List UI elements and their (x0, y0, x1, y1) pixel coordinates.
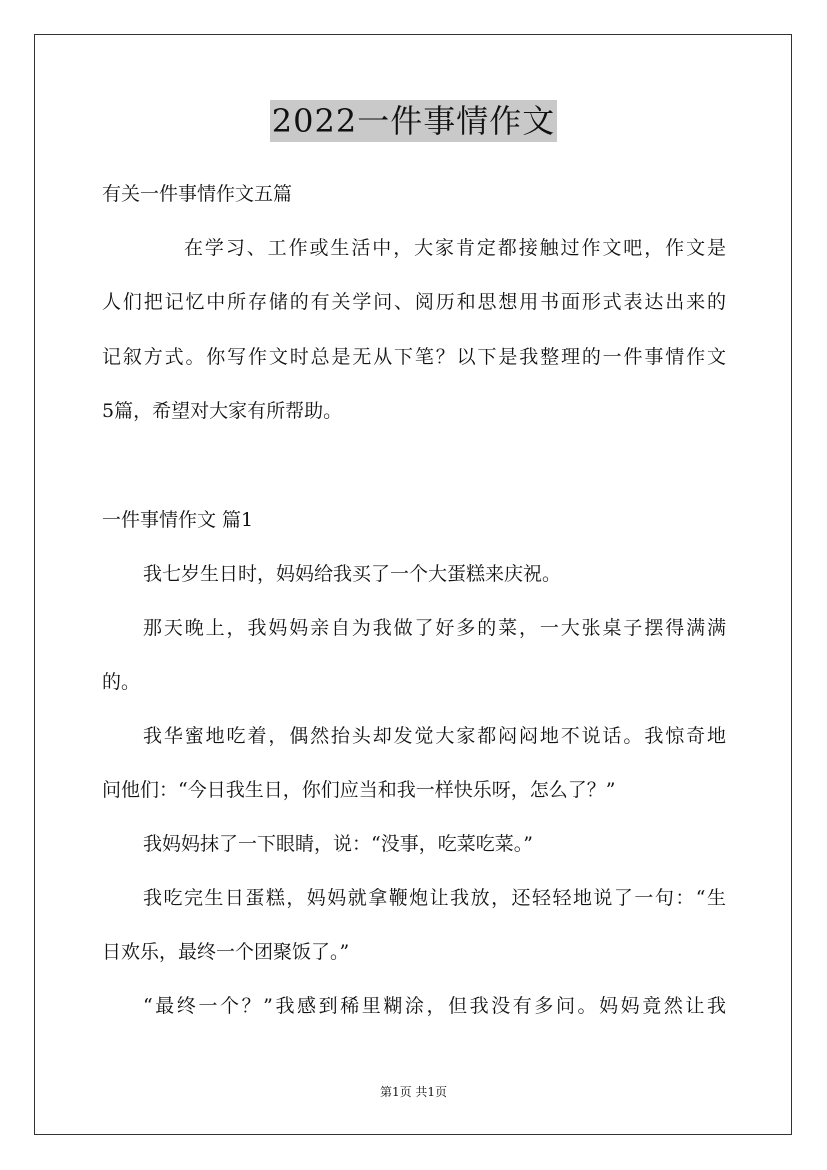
body-line-7: 我吃完生日蛋糕，妈妈就拿鞭炮让我放，还轻轻地说了一句：“生 (143, 887, 726, 909)
document-title: 2022一件事情作文 (271, 102, 556, 140)
body-line-2: 那天晚上，我妈妈亲自为我做了好多的菜，一大张桌子摆得满满 (143, 617, 726, 639)
page-number-footer: 第1页 共1页 (379, 1085, 448, 1099)
title-container (0, 100, 827, 142)
intro-line-4: 5篇，希望对大家有所帮助。 (102, 400, 343, 422)
body-line-1: 我七岁生日时，妈妈给我买了一个大蛋糕来庆祝。 (143, 563, 562, 585)
section-heading: 一件事情作文 篇1 (102, 509, 254, 531)
intro-line-1: 在学习、工作或生活中，大家肯定都接触过作文吧，作文是 (184, 237, 726, 259)
document-subtitle: 有关一件事情作文五篇 (102, 183, 293, 205)
body-line-6: 我妈妈抹了一下眼睛，说：“没事，吃菜吃菜。” (143, 833, 533, 855)
intro-line-3: 记叙方式。你写作文时总是无从下笔？以下是我整理的一件事情作文 (102, 346, 726, 368)
body-line-5: 问他们：“今日我生日，你们应当和我一样快乐呀，怎么了？” (102, 779, 616, 801)
body-line-3: 的。 (102, 671, 141, 693)
body-line-8: 日欢乐，最终一个团聚饭了。” (102, 941, 350, 963)
intro-line-2: 人们把记忆中所存储的有关学问、阅历和思想用书面形式表达出来的 (102, 291, 726, 313)
body-line-4: 我华蜜地吃着，偶然抬头却发觉大家都闷闷地不说话。我惊奇地 (143, 725, 726, 747)
body-line-9: “最终一个？”我感到稀里糊涂，但我没有多问。妈妈竟然让我 (143, 995, 726, 1017)
